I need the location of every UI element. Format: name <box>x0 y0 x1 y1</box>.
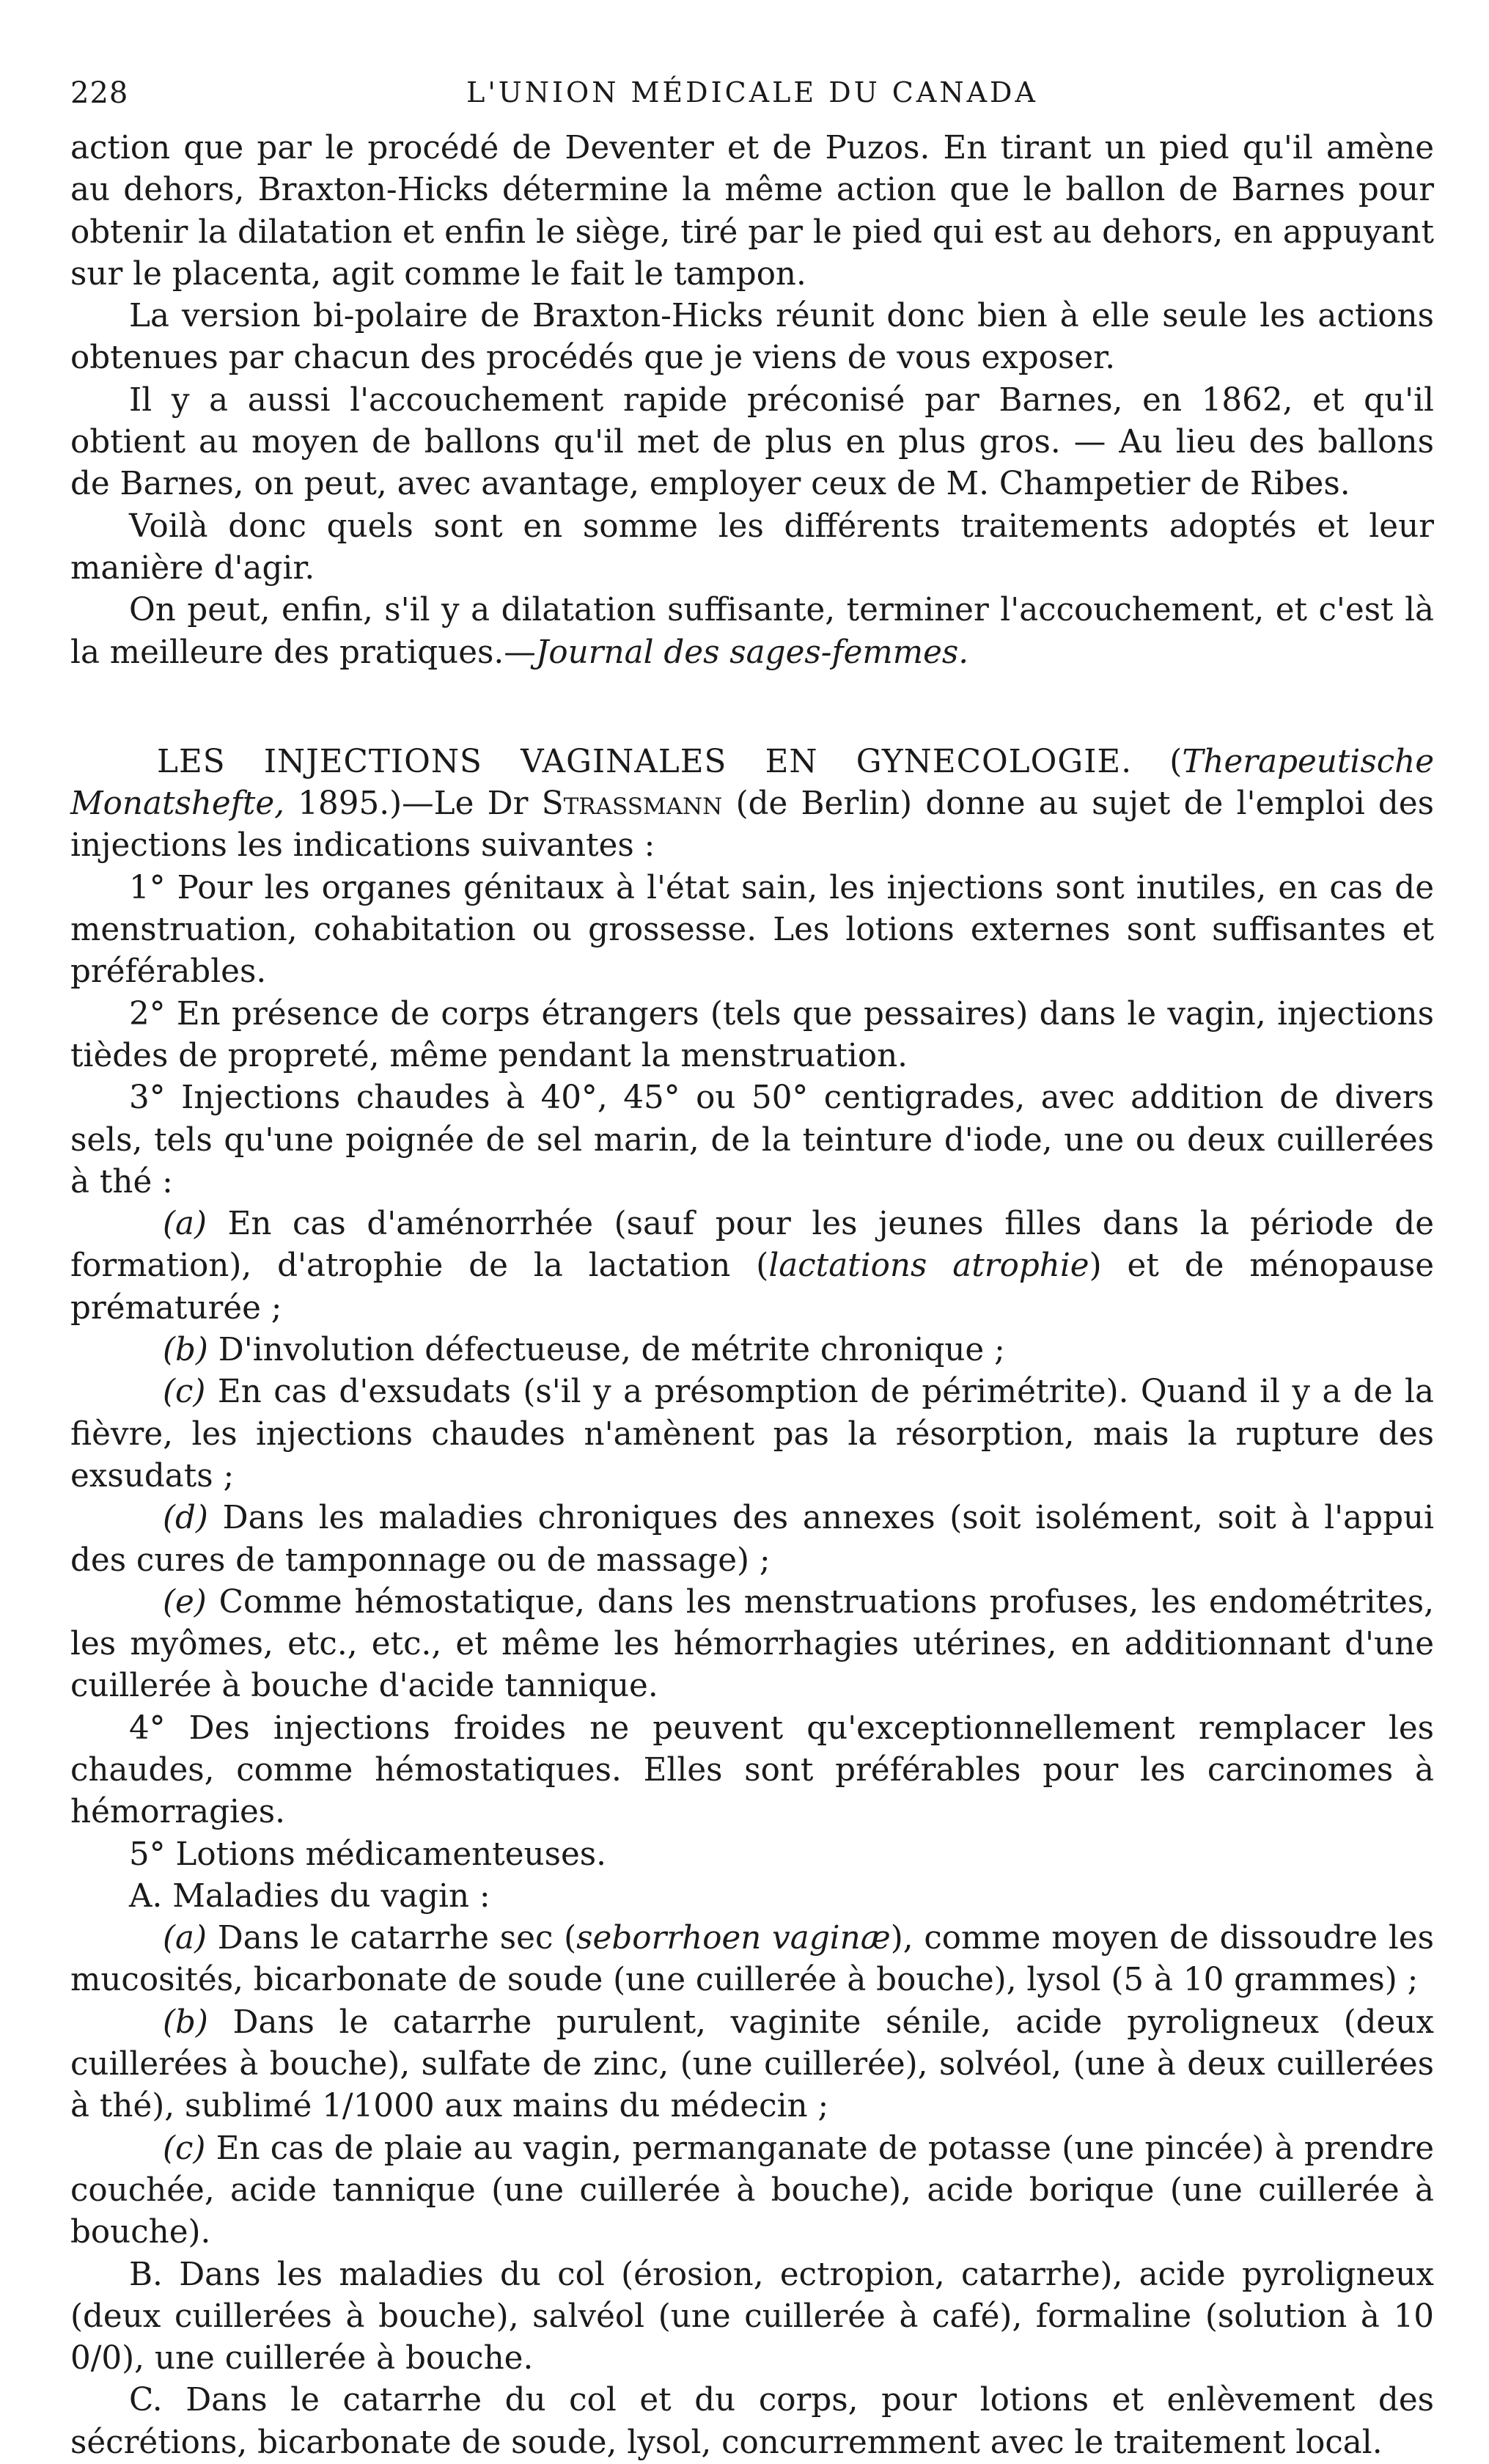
item-text: En cas d'aménorrhée (sauf pour les jeunes filles dans la période de formation), d'atrophie de la lactation ( <box>70 1206 1434 1285</box>
item-italic: seborrhoen vaginæ <box>576 1920 891 1957</box>
indication-3e <box>70 1582 1434 1708</box>
article-year: 1895.)—Le Dr <box>284 785 542 823</box>
conclusion-text: On peut, enfin, s'il y a dilatation suffisante, terminer l'accouchement, et c'est là la meilleure des pratiques.— <box>70 592 1434 671</box>
section-a-heading: A. Maladies du vagin : <box>129 1877 490 1915</box>
item-text: Dans le catarrhe sec ( <box>207 1920 577 1957</box>
indication-4: 4° Des injections froides ne peuvent qu'exceptionnellement remplacer les chaudes, comme hémostatiques. Elles sont préférables pour les carcinomes à hémorragies. <box>70 1709 1434 1831</box>
section-c: C. Dans le catarrhe du col et du corps, pour lotions et enlèvement des sécrétions, bicarbonate de soude, lysol, concurremment avec le traitement local. <box>70 2382 1434 2461</box>
indication-3d <box>70 1497 1434 1582</box>
section-a-item-b <box>70 2002 1434 2128</box>
item-text: En cas de plaie au vagin, permanganate de potasse (une pincée) à prendre couchée, acide tannique (une cuillerée à bouche), acide borique (une cuillerée à bouche). <box>70 2130 1434 2251</box>
indication-5: 5° Lotions médicamenteuses. <box>129 1836 606 1873</box>
page-header <box>70 66 1434 128</box>
paragraph-deventer: action que par le procédé de Deventer et de Puzos. En tirant un pied qu'il amène au dehors, Braxton-Hicks détermine la même action que le ballon de Barnes pour obtenir la dilatation et enfin le siège, tiré par le pied qui est au dehors, en appuyant sur le placenta, agit comme le fait le tampon. <box>70 130 1434 293</box>
body-text <box>70 128 1434 2464</box>
item-label: (e) <box>163 1583 207 1621</box>
item-text: Comme hémostatique, dans les menstruations profuses, les endométrites, les myômes, etc., etc., et même les hémorrhagies utérines, en additionnant d'une cuillerée à bouche d'acide tannique. <box>70 1583 1434 1705</box>
item-label: (a) <box>163 1206 207 1243</box>
item-label: (c) <box>163 1374 206 1411</box>
item-text: D'involution défectueuse, de métrite chronique ; <box>207 1332 1005 1369</box>
item-label: (c) <box>163 2130 206 2167</box>
item-label: (a) <box>163 1920 207 1957</box>
item-text: ) et de ménopause prématurée ; <box>70 1247 1435 1327</box>
item-text: ), comme moyen de dissoudre les mucosités, bicarbonate de soude (une cuillerée à bouche), lysol (5 à 10 grammes) ; <box>70 1920 1434 1999</box>
article-intro: (de Berlin) donne au sujet de l'emploi des injections les indications suivantes : <box>70 785 1435 865</box>
page-number: 228 <box>70 76 129 110</box>
section-b: B. Dans les maladies du col (érosion, ectropion, catarrhe), acide pyroligneux (deux cuillerées à bouche), salvéol (une cuillerée à café), formaline (solution à 10 0/0), une cuillerée à bouche. <box>70 2256 1434 2377</box>
indication-3a <box>70 1203 1434 1330</box>
paragraph-conclusion <box>70 590 1434 674</box>
section-a-item-a <box>70 1918 1434 2002</box>
section-a-item-c <box>70 2128 1434 2254</box>
running-head: L'UNION MÉDICALE DU CANADA <box>466 76 1038 109</box>
article-heading <box>70 741 1434 868</box>
item-text: Dans le catarrhe purulent, vaginite sénile, acide pyroligneux (deux cuillerées à bouche), sulfate de zinc, (une cuillerée), solvéol, (une à deux cuillerées à thé), sublimé 1/1000 aux mains du médecin ; <box>70 2003 1434 2125</box>
indication-3b <box>70 1330 1434 1371</box>
article-journal: Therapeutische Monatshefte, <box>70 743 1434 823</box>
item-text: En cas d'exsudats (s'il y a présomption de périmétrite). Quand il y a de la fièvre, les injections chaudes n'amènent pas la résorption, mais la rupture des exsudats ; <box>70 1374 1434 1495</box>
item-label: (b) <box>163 2003 208 2041</box>
paragraph-version-bipolaire: La version bi-polaire de Braxton-Hicks réunit donc bien à elle seule les actions obtenues par chacun des procédés que je viens de vous exposer. <box>70 298 1434 377</box>
item-italic: lactations atrophie <box>768 1247 1089 1285</box>
item-label: (d) <box>163 1500 208 1537</box>
indication-2: 2° En présence de corps étrangers (tels que pessaires) dans le vagin, injections tièdes de propreté, même pendant la menstruation. <box>70 995 1434 1074</box>
indication-3c <box>70 1371 1434 1497</box>
article-title: LES INJECTIONS VAGINALES EN GYNECOLOGIE. <box>157 743 1133 780</box>
document-page <box>70 66 1434 2464</box>
item-text: Dans les maladies chroniques des annexes (soit isolément, soit à l'appui des cures de tamponnage ou de massage) ; <box>70 1500 1434 1579</box>
article-author: Strassmann <box>541 785 723 823</box>
indication-3: 3° Injections chaudes à 40°, 45° ou 50° centigrades, avec addition de divers sels, tels qu'une poignée de sel marin, de la teinture d'iode, une ou deux cuillerées à thé : <box>70 1079 1434 1200</box>
item-label: (b) <box>163 1332 208 1369</box>
indication-1: 1° Pour les organes génitaux à l'état sain, les injections sont inutiles, en cas de menstruation, cohabitation ou grossesse. Les lotions externes sont suffisantes et préférables. <box>70 869 1434 991</box>
source-journal: Journal des sages-femmes. <box>535 634 969 671</box>
paragraph-accouchement-rapide: Il y a aussi l'accouchement rapide préconisé par Barnes, en 1862, et qu'il obtient au moyen de ballons qu'il met de plus en plus gros. — Au lieu des ballons de Barnes, on peut, avec avantage, employer ceux de M. Champetier de Ribes. <box>70 381 1434 503</box>
article-open: ( <box>1132 743 1183 780</box>
paragraph-traitements: Voilà donc quels sont en somme les différents traitements adoptés et leur manière d'agir. <box>70 507 1434 587</box>
